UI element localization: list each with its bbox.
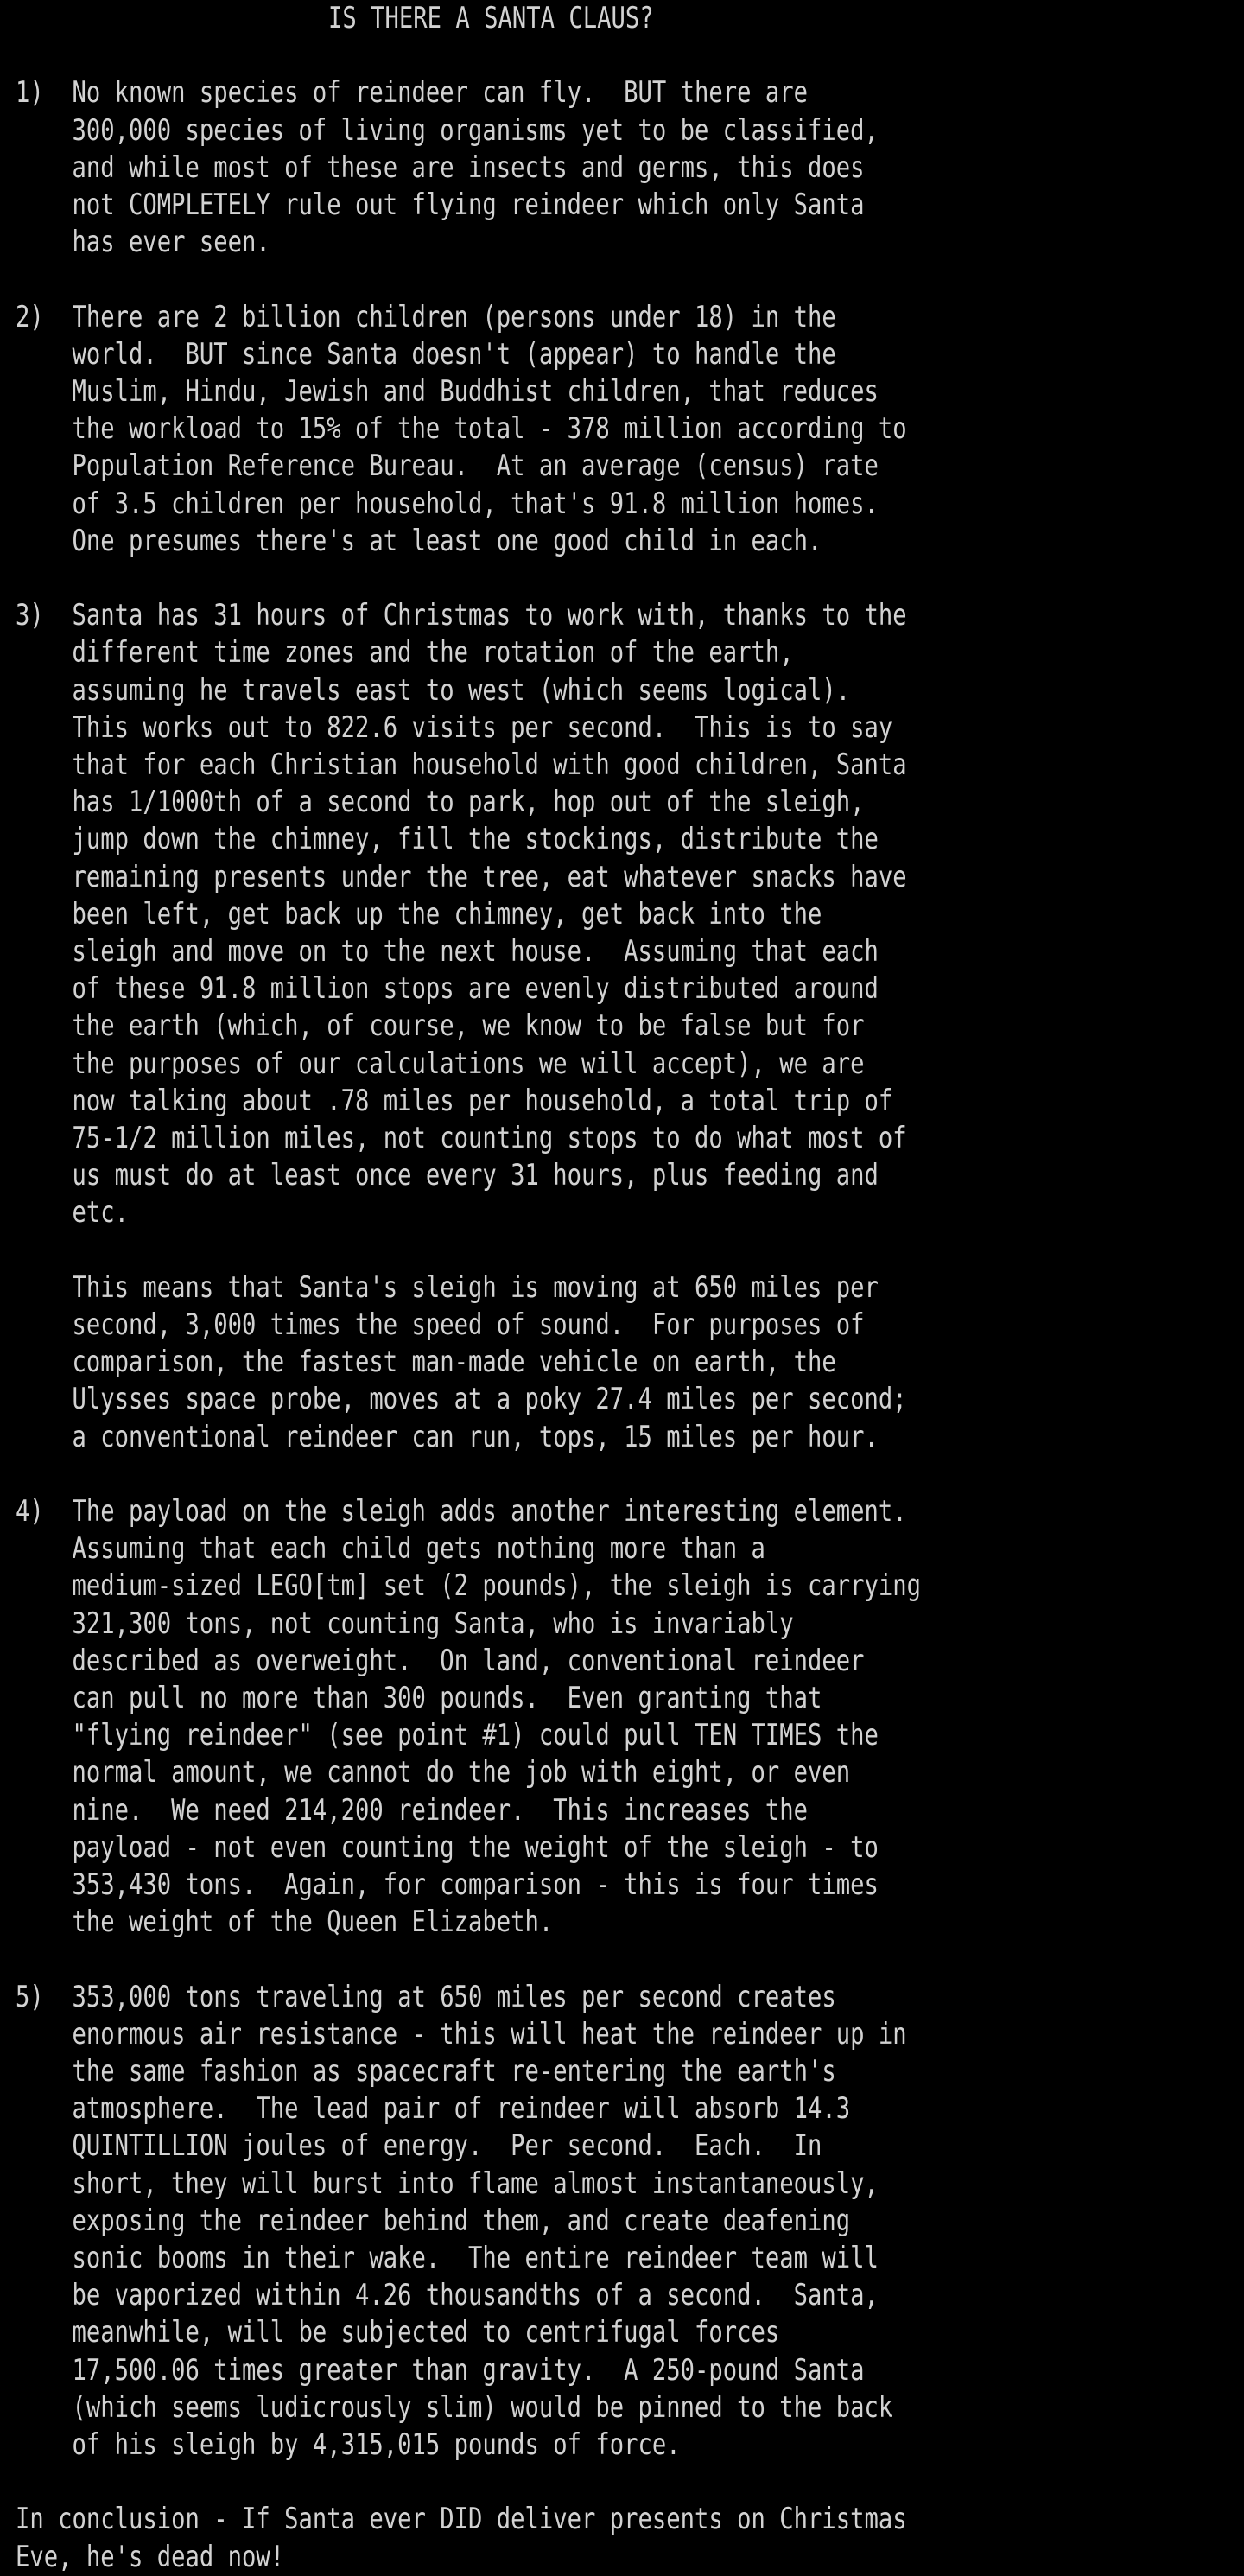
- text-line: This works out to 822.6 visits per second. This is to say: [16, 709, 893, 745]
- text-line: enormous air resistance - this will heat the reindeer up in: [16, 2016, 907, 2051]
- text-line: has 1/1000th of a second to park, hop out of the sleigh,: [16, 785, 865, 820]
- text-line: exposing the reindeer behind them, and create deafening: [16, 2203, 851, 2238]
- text-line: etc.: [16, 1195, 130, 1231]
- text-line: assuming he travels east to west (which seems logical).: [16, 672, 851, 708]
- text-line: second, 3,000 times the speed of sound. For purposes of: [16, 1307, 865, 1342]
- text-line: short, they will burst into flame almost instantaneously,: [16, 2166, 879, 2201]
- text-line: One presumes there's at least one good child in each.: [16, 523, 822, 558]
- text-line: comparison, the fastest man-made vehicle on earth, the: [16, 1345, 836, 1380]
- text-line: medium-sized LEGO[tm] set (2 pounds), the sleigh is carrying: [16, 1568, 922, 1604]
- text-line: world. BUT since Santa doesn't (appear) to handle the: [16, 336, 836, 372]
- text-line: 300,000 species of living organisms yet to be classified,: [16, 112, 879, 148]
- text-line: the workload to 15% of the total - 378 million according to: [16, 411, 907, 447]
- text-line: a conventional reindeer can run, tops, 15 miles per hour.: [16, 1419, 879, 1454]
- text-line: Eve, he's dead now!: [16, 2539, 285, 2574]
- text-line: Population Reference Bureau. At an average (census) rate: [16, 448, 879, 484]
- text-line: atmosphere. The lead pair of reindeer will absorb 14.3: [16, 2091, 851, 2127]
- text-line: 2) There are 2 billion children (persons under 18) in the: [16, 299, 836, 334]
- text-line: remaining presents under the tree, eat whatever snacks have: [16, 859, 907, 894]
- text-line: QUINTILLION joules of energy. Per second. Each. In: [16, 2128, 822, 2164]
- text-line: described as overweight. On land, conventional reindeer: [16, 1643, 865, 1678]
- text-line: 353,430 tons. Again, for comparison - this is four times: [16, 1867, 879, 1902]
- text-line: sleigh and move on to the next house. Assuming that each: [16, 934, 879, 969]
- text-line: has ever seen.: [16, 225, 270, 260]
- text-line: nine. We need 214,200 reindeer. This increases the: [16, 1792, 809, 1828]
- text-line: of 3.5 children per household, that's 91.8 million homes.: [16, 486, 879, 521]
- text-line: Muslim, Hindu, Jewish and Buddhist children, that reduces: [16, 374, 879, 409]
- text-line: meanwhile, will be subjected to centrifugal forces: [16, 2315, 780, 2350]
- text-line: payload - not even counting the weight of the sleigh - to: [16, 1829, 879, 1865]
- text-line: 4) The payload on the sleigh adds another interesting element.: [16, 1494, 907, 1529]
- text-line: "flying reindeer" (see point #1) could pull TEN TIMES the: [16, 1718, 879, 1753]
- text-line: of these 91.8 million stops are evenly distributed around: [16, 971, 879, 1007]
- text-line: sonic booms in their wake. The entire reindeer team will: [16, 2241, 879, 2275]
- text-line: that for each Christian household with good children, Santa: [16, 747, 907, 782]
- text-line: be vaporized within 4.26 thousandths of a second. Santa,: [16, 2278, 879, 2313]
- text-line: Ulysses space probe, moves at a poky 27.4 miles per second;: [16, 1382, 907, 1417]
- text-line: Assuming that each child gets nothing more than a: [16, 1531, 765, 1567]
- text-line: us must do at least once every 31 hours, plus feeding and: [16, 1158, 879, 1193]
- text-line: This means that Santa's sleigh is moving at 650 miles per: [16, 1269, 879, 1305]
- text-line: been left, get back up the chimney, get back into the: [16, 896, 822, 932]
- text-line: the weight of the Queen Elizabeth.: [16, 1905, 554, 1940]
- text-line: 75-1/2 million miles, not counting stops to do what most of: [16, 1121, 907, 1155]
- text-line: the purposes of our calculations we will accept), we are: [16, 1046, 865, 1081]
- text-line: jump down the chimney, fill the stockings, distribute the: [16, 822, 879, 857]
- text-line: normal amount, we cannot do the job with eight, or even: [16, 1755, 851, 1790]
- text-line: the earth (which, of course, we know to be false but for: [16, 1008, 865, 1044]
- text-line: different time zones and the rotation of the earth,: [16, 635, 794, 671]
- text-line: and while most of these are insects and germs, this does: [16, 149, 865, 185]
- text-line: the same fashion as spacecraft re-entering the earth's: [16, 2054, 836, 2089]
- text-line: 321,300 tons, not counting Santa, who is invariably: [16, 1606, 794, 1641]
- text-line: not COMPLETELY rule out flying reindeer which only Santa: [16, 188, 865, 222]
- text-line: can pull no more than 300 pounds. Even granting that: [16, 1681, 822, 1715]
- text-line: now talking about .78 miles per household, a total trip of: [16, 1083, 893, 1118]
- text-line: 17,500.06 times greater than gravity. A 250-pound Santa: [16, 2352, 865, 2388]
- text-line: In conclusion - If Santa ever DID deliver presents on Christmas: [16, 2502, 907, 2537]
- text-line: 5) 353,000 tons traveling at 650 miles per second creates: [16, 1979, 836, 2014]
- document-title: IS THERE A SANTA CLAUS?: [328, 1, 654, 35]
- text-line: 3) Santa has 31 hours of Christmas to work with, thanks to the: [16, 598, 907, 633]
- text-line: (which seems ludicrously slim) would be pinned to the back: [16, 2389, 893, 2425]
- text-line: of his sleigh by 4,315,015 pounds of force.: [16, 2427, 681, 2462]
- text-line: 1) No known species of reindeer can fly. BUT there are: [16, 75, 809, 111]
